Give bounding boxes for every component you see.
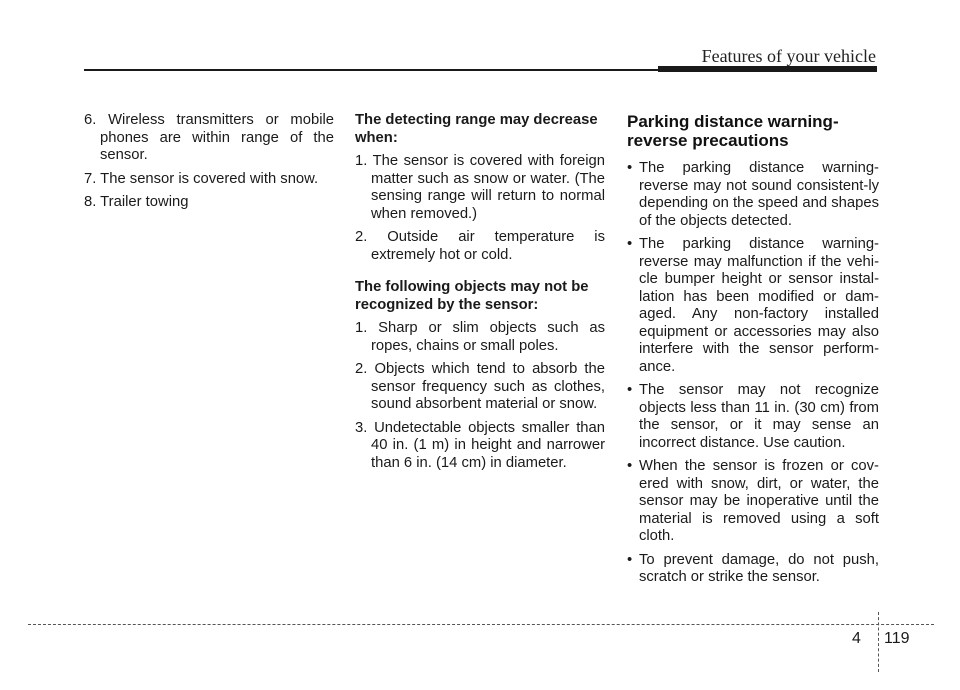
column-1 (84, 112, 334, 218)
bullet-icon: • (627, 551, 633, 568)
page-number: 119 (884, 630, 910, 647)
list-item: 1. Sharp or slim objects such as ropes, chains or small poles. (355, 320, 605, 354)
bullet-item: • The sensor may not recognize objects less than 11 in. (30 cm) from the sensor, or it may sense an incorrect distance. Use caution. (627, 382, 879, 451)
list-item: 2. Objects which tend to absorb the sensor frequency such as clothes, sound absorbent material or snow. (355, 361, 605, 412)
bullet-item: • The parking distance warning-reverse may not sound consistent-ly depending on the speed and shapes of the objects detected. (627, 160, 879, 229)
list-item: 7. The sensor is covered with snow. (84, 170, 319, 187)
chapter-number: 4 (852, 630, 861, 647)
list-item: 2. Outside air temperature is extremely hot or cold. (355, 229, 605, 263)
bullet-icon: • (627, 458, 633, 474)
section-title: Parking distance warning-reverse precautions (627, 112, 839, 150)
section-heading: The following objects may not be recognized by the sensor: (355, 279, 589, 313)
header-rule-accent (658, 66, 877, 72)
header-title: Features of your vehicle (701, 46, 876, 66)
column-2 (355, 112, 605, 478)
bullet-item: • To prevent damage, do not push, scratch or strike the sensor. (627, 551, 879, 585)
bullet-item: • The parking distance warning-reverse may malfunction if the vehi-cle bumper height or sensor instal-lation has been modified or dam-aged. Any non-factory installed equipment or accessories may also interfere with the sensor perform-ance. (627, 236, 879, 375)
bullet-icon: • (627, 382, 633, 398)
column-3 (627, 112, 879, 593)
bullet-icon: • (627, 160, 633, 176)
list-item: 8. Trailer towing (84, 194, 189, 210)
list-item: 3. Undetectable objects smaller than 40 in. (1 m) in height and narrower than 6 in. (14 cm) in diameter. (355, 419, 605, 471)
footer-divider (878, 612, 879, 672)
bullet-item: • When the sensor is frozen or cov-ered with snow, dirt, or water, the sensor may be inoperative until the material is removed using a soft cloth. (627, 458, 879, 544)
footer-rule (28, 624, 934, 625)
list-item: 6. Wireless transmitters or mobile phones are within range of the sensor. (84, 112, 334, 163)
section-heading: The detecting range may decrease when: (355, 112, 598, 146)
bullet-icon: • (627, 236, 633, 252)
list-item: 1. The sensor is covered with foreign matter such as snow or water. (The sensing range will return to normal when removed.) (355, 153, 605, 222)
